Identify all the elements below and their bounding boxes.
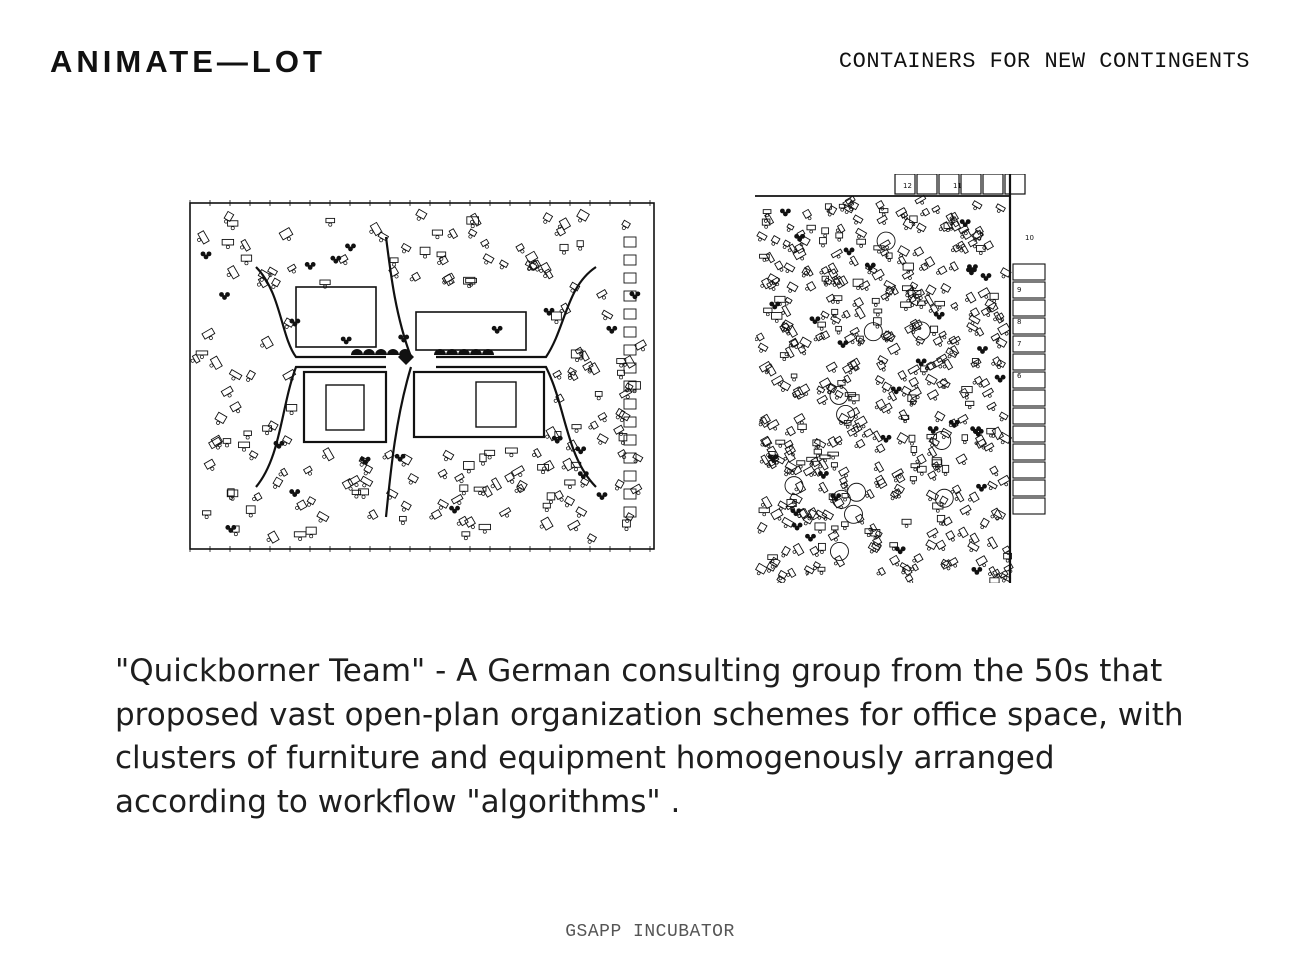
site-subtitle: CONTAINERS FOR NEW CONTINGENTS	[838, 49, 1250, 74]
svg-text:6: 6	[1017, 372, 1022, 380]
svg-text:9: 9	[1017, 286, 1022, 294]
svg-text:12: 12	[903, 182, 912, 190]
svg-text:8: 8	[1017, 318, 1022, 326]
caption-text: "Quickborner Team" - A German consulting group from the 50s that proposed vast open-plan organization schemes for office space, with clusters of furniture and equipment homogenously arranged according to workflow "algorithms" .	[115, 653, 1184, 820]
quickborner-floor-plan-image	[186, 197, 658, 557]
svg-text:7: 7	[805, 570, 810, 578]
svg-text:7: 7	[1017, 340, 1022, 348]
svg-text:10: 10	[1025, 234, 1034, 242]
office-landscape-plan-image	[755, 174, 1048, 583]
footer-label: GSAPP INCUBATOR	[565, 922, 735, 942]
brand-logo-link[interactable]: ANIMATE—LOT	[50, 44, 326, 79]
svg-text:11: 11	[953, 182, 962, 190]
